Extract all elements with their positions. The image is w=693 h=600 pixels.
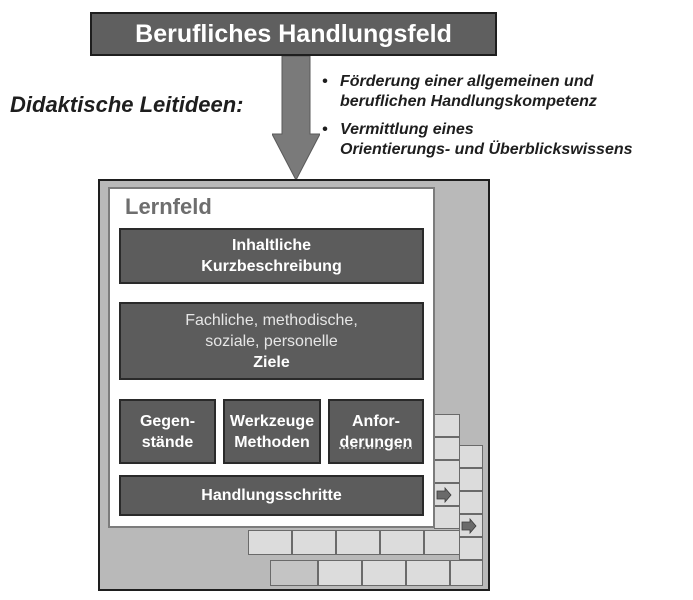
- stair-tile: [380, 530, 424, 555]
- stair-tile: [362, 560, 406, 586]
- stair-tile: [434, 506, 460, 529]
- step-arrow-icon: [436, 487, 452, 503]
- bullet-line: Vermittlung eines: [340, 121, 474, 138]
- gegenstaende-line: stände: [141, 433, 194, 451]
- gegenstaende-block: [119, 399, 216, 464]
- anforderungen-line: derungen: [339, 433, 413, 451]
- anforderungen-block: [328, 399, 424, 464]
- stair-tile: [336, 530, 380, 555]
- ziele-line: Fachliche, methodische,: [185, 311, 358, 329]
- down-arrow: [272, 56, 320, 182]
- stair-tile: [434, 437, 460, 460]
- stair-tile: [270, 560, 318, 586]
- inhalt-block: [119, 228, 424, 284]
- stair-tile: [318, 560, 362, 586]
- werkzeuge-line: Methoden: [234, 433, 310, 451]
- lernfeld-title: Lernfeld: [125, 194, 212, 219]
- stair-tile: [434, 460, 460, 483]
- stair-tile: [406, 560, 450, 586]
- leitideen-label: Didaktische Leitideen:: [10, 92, 244, 117]
- bullet-item: [318, 120, 690, 160]
- handlungsschritte-block: [119, 475, 424, 516]
- stair-tile: [459, 491, 483, 514]
- ziele-line: soziale, personelle: [205, 332, 338, 350]
- title-text: Berufliches Handlungsfeld: [135, 19, 452, 48]
- inhalt-line: Inhaltliche: [231, 237, 312, 254]
- bullet-line: beruflichen Handlungskompetenz: [340, 93, 597, 110]
- step-arrow-icon: [461, 518, 477, 534]
- stair-tile: [434, 414, 460, 437]
- leitideen-bullets: [318, 72, 690, 168]
- bullet-dot: •: [322, 73, 328, 90]
- stair-tile: [424, 530, 460, 555]
- inhalt-line: Kurzbeschreibung: [201, 258, 342, 275]
- anforderungen-line: Anfor-: [352, 412, 400, 430]
- stair-tile: [459, 537, 483, 560]
- bullet-line: Orientierungs- und Überblickswissens: [340, 141, 633, 158]
- title-box: [90, 12, 497, 56]
- ziele-block: [119, 302, 424, 380]
- ziele-heading: Ziele: [253, 353, 290, 371]
- stair-tile: [292, 530, 336, 555]
- stair-tile: [459, 445, 483, 468]
- bullet-item: [318, 72, 690, 112]
- bullet-line: Förderung einer allgemeinen und: [340, 73, 594, 90]
- stair-tile: [450, 560, 483, 586]
- werkzeuge-line: Werkzeuge: [229, 412, 315, 430]
- gegenstaende-line: Gegen-: [139, 412, 196, 430]
- stair-tile: [248, 530, 292, 555]
- werkzeuge-block: [223, 399, 321, 464]
- stair-tile: [459, 468, 483, 491]
- handlungsschritte-label: Handlungsschritte: [201, 487, 342, 504]
- bullet-dot: •: [322, 121, 328, 138]
